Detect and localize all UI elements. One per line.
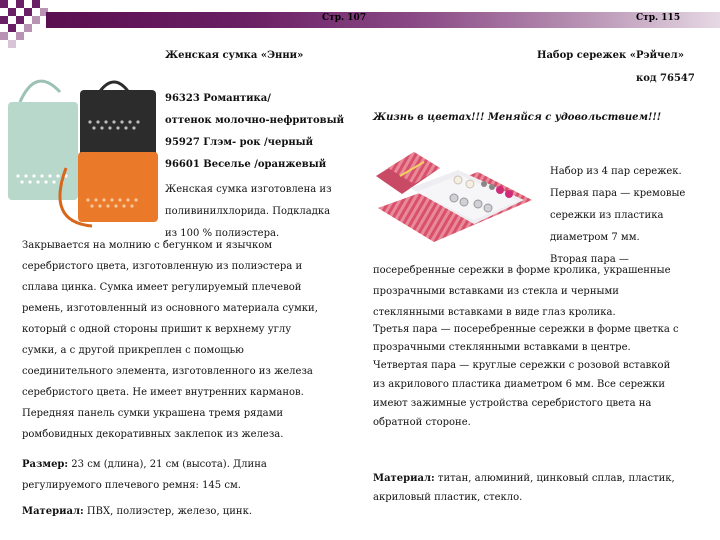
bag-body-line: серебристого цвета, изготовленную из полиэстера и: [22, 261, 303, 272]
bag-body-line: серебристого цвета. Не имеет внутренних карманов.: [22, 387, 304, 398]
product-code-line: 96323 Романтика/: [165, 93, 271, 104]
material-text: титан, алюминий, цинковый сплав, пластик,: [434, 473, 675, 484]
earrings-material-line: [373, 468, 675, 489]
earrings-body-line: Третья пара — посеребренные сережки в форме цветка с: [373, 324, 679, 335]
bag-body-line: Закрывается на молнию с бегунком и язычком: [22, 240, 273, 251]
slogan: Жизнь в цветах!!! Меняйся с удовольствием!!!: [373, 112, 662, 123]
material-label: Материал:: [373, 473, 435, 484]
material-text: ПВХ, полиэстер, железо, цинк.: [83, 506, 252, 517]
earrings-body-line: из акрилового пластика диаметром 6 мм. Все сережки: [373, 379, 666, 390]
earrings-desc-line: Набор из 4 пар сережек.: [550, 166, 682, 177]
bag-body-line: сумки, а с другой прикреплен с помощью: [22, 345, 244, 356]
bag-size-line: [22, 454, 267, 475]
page-ref-left: Стр. 107: [322, 13, 367, 23]
earrings-body-line: Четвертая пара — круглые сережки с розовой вставкой: [373, 360, 671, 371]
bag-body-line: ромбовидных декоративных заклепок из железа.: [22, 429, 284, 440]
bag-material-line: [22, 501, 252, 522]
bag-body-line: Передняя панель сумки украшена тремя рядами: [22, 408, 284, 419]
material-label: Материал:: [22, 506, 84, 517]
bag-desc-line: из 100 % полиэстера.: [165, 228, 280, 239]
bag-title: Женская сумка «Энни»: [165, 50, 304, 61]
earrings-body-line: имеют зажимные устройства серебристого цвета на: [373, 398, 652, 409]
product-code-line: 96601 Веселье /оранжевый: [165, 159, 327, 170]
earrings-material-line: акриловый пластик, стекло.: [373, 492, 523, 503]
earrings-desc-line: сережки из пластика: [550, 210, 664, 221]
product-code-line: оттенок молочно-нефритовый: [165, 115, 345, 126]
bag-body-line: сплава цинка. Сумка имеет регулируемый плечевой: [22, 282, 302, 293]
bag-size-line: регулируемого плечевого ремня: 145 см.: [22, 480, 241, 491]
bag-desc-line: поливинилхлорида. Подкладка: [165, 206, 331, 217]
earrings-body-line: прозрачными вставками из стекла и черными: [373, 286, 619, 297]
bag-body-line: который с одной стороны пришит к верхнему углу: [22, 324, 292, 335]
earrings-title: Набор сережек «Рэйчел»: [537, 50, 684, 61]
bag-body-line: ремень, изготовленный из основного материала сумки,: [22, 303, 318, 314]
earrings-code: код 76547: [636, 73, 695, 84]
bag-desc-line: Женская сумка изготовлена из: [165, 184, 332, 195]
size-text: 23 см (длина), 21 см (высота). Длина: [68, 459, 267, 470]
earrings-desc-line: Первая пара — кремовые: [550, 188, 686, 199]
page-ref-right: Стр. 115: [636, 13, 681, 23]
product-code-line: 95927 Глэм- рок /черный: [165, 137, 314, 148]
header-bar: [46, 12, 720, 28]
earrings-desc-line: диаметром 7 мм.: [550, 232, 640, 243]
bag-body-line: соединительного элемента, изготовленного из железа: [22, 366, 313, 377]
earrings-body-line: стеклянными вставками в виде глаз кролика.: [373, 307, 616, 318]
earring-gift-box-photo: [374, 146, 534, 244]
earrings-body-line: прозрачными стеклянными вставками в центре.: [373, 342, 631, 353]
handbags-photo: [6, 72, 164, 230]
size-label: Размер:: [22, 459, 69, 470]
earrings-desc-line: Вторая пара —: [550, 254, 629, 265]
earrings-body-line: посеребренные сережки в форме кролика, украшенные: [373, 265, 671, 276]
earrings-body-line: обратной стороне.: [373, 417, 471, 428]
